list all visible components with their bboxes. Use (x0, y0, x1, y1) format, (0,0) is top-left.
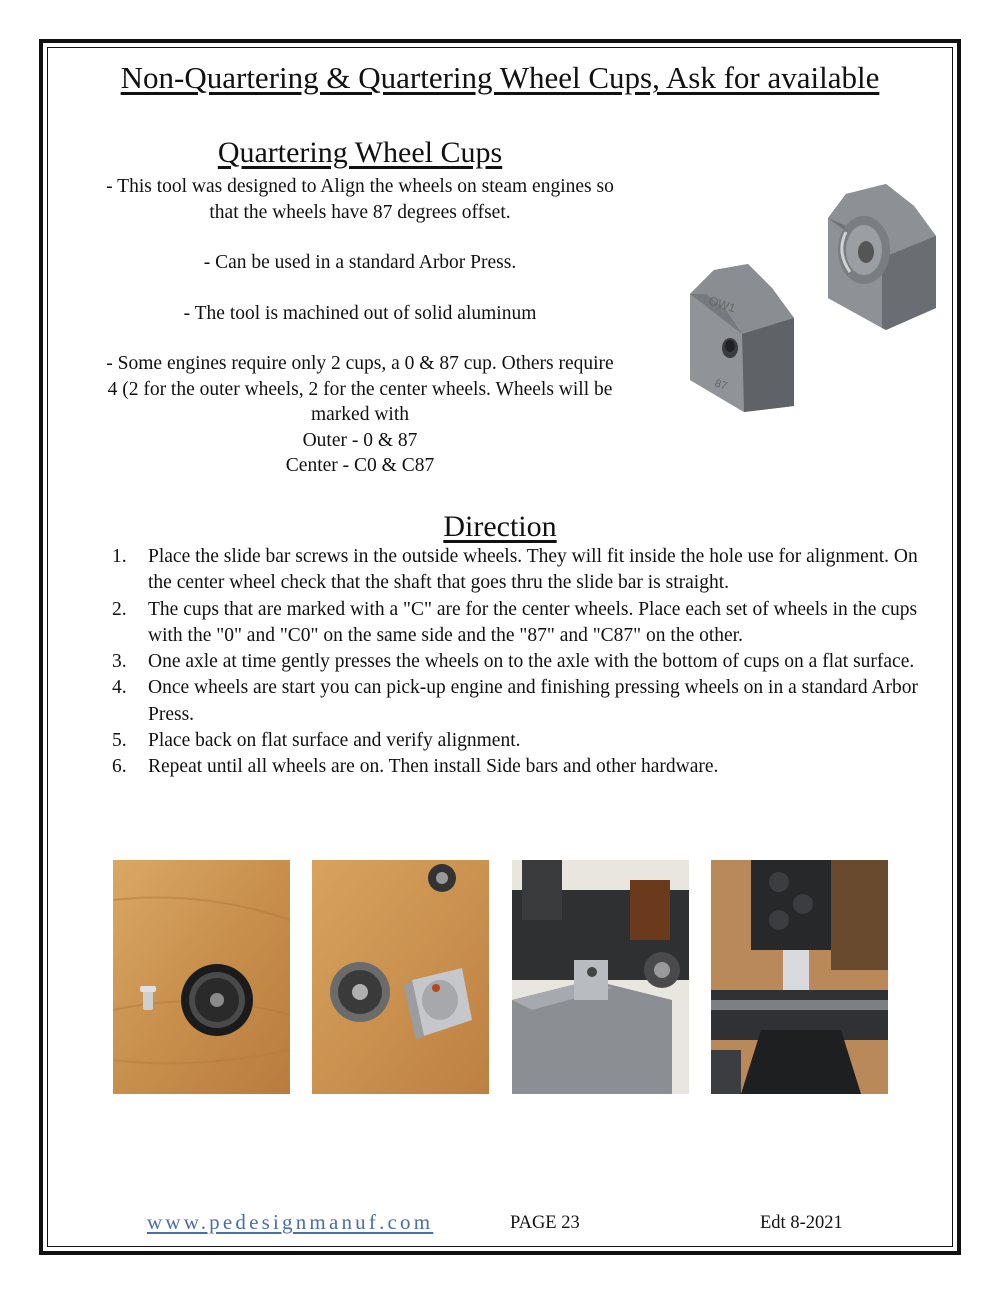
cup-label-bottom: 87 (713, 377, 729, 393)
photo-wheel-in-cup (312, 860, 489, 1094)
step-number: 6. (112, 756, 127, 778)
step-text: Repeat until all wheels are on. Then install Side bars and other hardware. (148, 756, 719, 778)
edition-date: Edt 8-2021 (760, 1213, 843, 1233)
cup-label-top: OW1 (707, 293, 738, 316)
step-number: 5. (112, 730, 127, 752)
description-line: - The tool is machined out of solid aluminum (183, 302, 537, 324)
description-line: - This tool was designed to Align the wheels on steam engines so (106, 176, 614, 197)
description-line: - Some engines require only 2 cups, a 0 & 87 cup. Others require (106, 353, 614, 374)
description-block (60, 174, 660, 479)
photo-arbor-press (711, 860, 888, 1094)
description-line: Center - C0 & C87 (285, 455, 435, 476)
step-text: Once wheels are start you can pick-up engine and finishing pressing wheels on in a standard Arbor Press. (148, 677, 919, 725)
wheel-cup-illustration (686, 180, 938, 412)
description-line: - Can be used in a standard Arbor Press. (203, 252, 517, 273)
step-number: 4. (112, 677, 127, 699)
step-text: Place back on flat surface and verify alignment. (148, 730, 521, 752)
step-item (112, 754, 942, 780)
direction-steps (112, 544, 942, 781)
photo-engine-on-block (512, 860, 689, 1094)
step-item (112, 728, 942, 754)
wheel-cup-front (690, 264, 794, 412)
step-item (112, 649, 942, 675)
website-link[interactable]: www.pedesignmanuf.com (147, 1210, 434, 1234)
section-title: Quartering Wheel Cups (217, 136, 503, 169)
page-number: PAGE 23 (510, 1213, 580, 1233)
direction-title: Direction (443, 510, 557, 543)
step-text: One axle at time gently presses the wheels on to the axle with the bottom of cups on a flat surface. (148, 651, 915, 673)
wheel-cup-back (828, 184, 936, 330)
step-text: Place the slide bar screws in the outside wheels. They will fit inside the hole use for alignment. On the center wheel check that the shaft that goes thru the slide bar is straight. (148, 546, 918, 594)
step-text: The cups that are marked with a "C" are for the center wheels. Place each set of wheels in the cups with the "0" and "C0" on the same side and the "87" and "C87" on the other. (148, 598, 918, 646)
step-number: 1. (112, 546, 127, 567)
photo-wheel-and-screw (113, 860, 290, 1094)
step-item (112, 675, 942, 728)
step-number: 3. (112, 651, 127, 673)
step-item (112, 597, 942, 650)
description-line: 4 (2 for the outer wheels, 2 for the center wheels. Wheels will be (107, 378, 613, 400)
description-line: marked with (310, 404, 409, 425)
page-title: Non-Quartering & Quartering Wheel Cups, Ask for available (120, 60, 880, 95)
step-item (112, 544, 942, 597)
step-number: 2. (112, 598, 127, 620)
description-line: that the wheels have 87 degrees offset. (209, 201, 511, 223)
description-line: Outer - 0 & 87 (302, 429, 418, 451)
